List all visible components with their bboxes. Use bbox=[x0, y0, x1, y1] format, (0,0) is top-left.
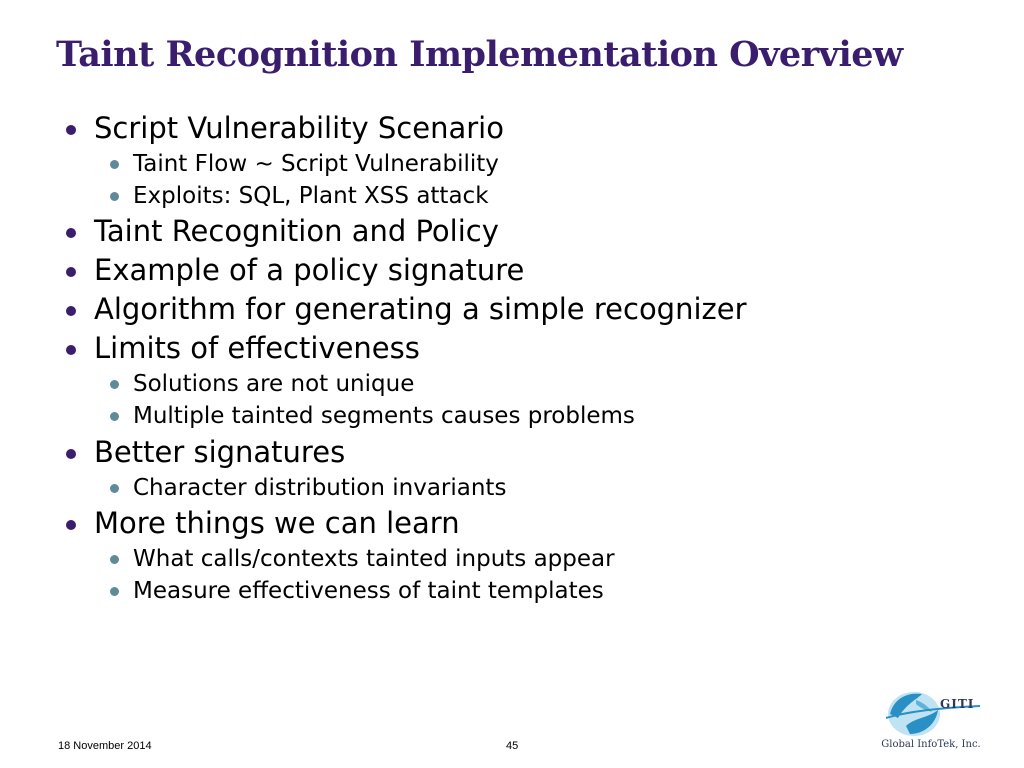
sub-bullet-dot-icon bbox=[110, 380, 119, 389]
sub-bullet-dot-icon bbox=[110, 484, 119, 493]
bullet-dot-icon bbox=[66, 267, 76, 277]
slide-title: Taint Recognition Implementation Overview bbox=[56, 34, 903, 75]
page-number: 45 bbox=[506, 740, 519, 752]
sub-bullet-dot-icon bbox=[110, 555, 119, 564]
sub-bullet-dot-icon bbox=[110, 412, 119, 421]
bullet-dot-icon bbox=[66, 306, 76, 316]
bullet-dot-icon bbox=[66, 520, 76, 530]
bullet-dot-icon bbox=[66, 345, 76, 355]
sub-bullet-dot-icon bbox=[110, 192, 119, 201]
bullet-dot-icon bbox=[66, 449, 76, 459]
bullet-list: Script Vulnerability Scenario Taint Flow ~ Script Vulnerability Exploits: SQL, Plant XSS attack Taint Recognition and Policy Example of a policy signature Algorithm for generating a simple recognizer Limits of effectiveness Solutions are not unique Multiple tainted segments causes problems Better signatures Character distribution invariants More things we can learn What calls/contexts tainted inputs appear Measure effectiveness of taint templates bbox=[0, 0, 1024, 700]
company-name: Global InfoTek, Inc. bbox=[881, 739, 981, 750]
svg-text:GITI: GITI bbox=[940, 697, 975, 711]
footer-date: 18 November 2014 bbox=[58, 740, 152, 752]
sub-bullet-dot-icon bbox=[110, 587, 119, 596]
globe-logo-icon bbox=[876, 684, 986, 740]
company-logo bbox=[876, 684, 986, 756]
bullet-dot-icon bbox=[66, 228, 76, 238]
bullet-dot-icon bbox=[66, 125, 76, 135]
sub-bullet-dot-icon bbox=[110, 160, 119, 169]
